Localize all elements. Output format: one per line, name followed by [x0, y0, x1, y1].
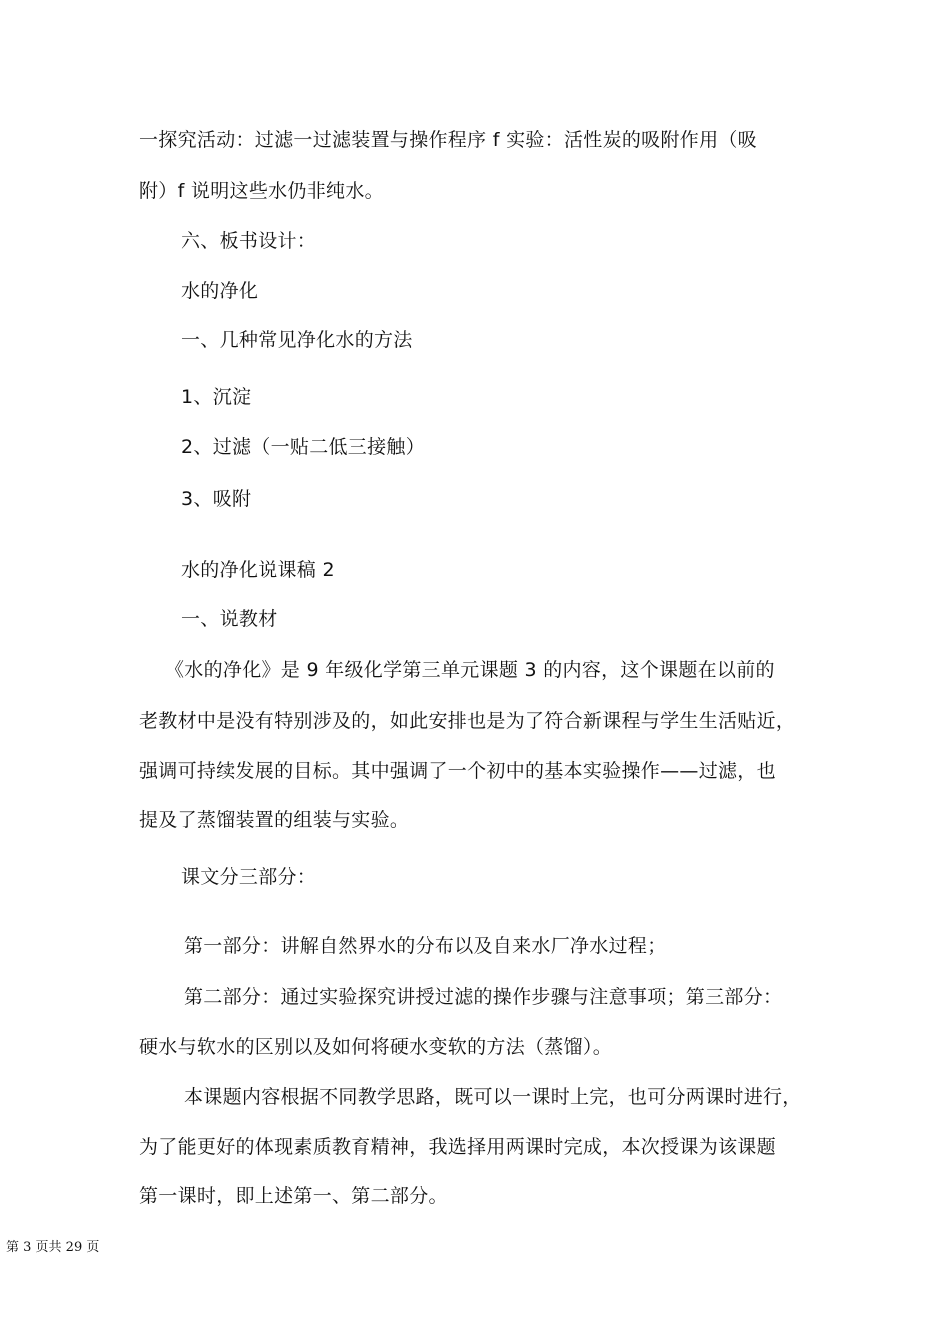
body-text-line: 第二部分：通过实验探究讲授过滤的操作步骤与注意事项；第三部分： [184, 986, 783, 1008]
body-text-line: 老教材中是没有特别涉及的，如此安排也是为了符合新课程与学生生活贴近， [139, 710, 796, 732]
body-text-line: 第一课时，即上述第一、第二部分。 [139, 1185, 448, 1207]
body-text-line: 为了能更好的体现素质教育精神，我选择用两课时完成，本次授课为该课题 [139, 1136, 776, 1158]
body-text-line: 附）f 说明这些水仍非纯水。 [139, 180, 384, 202]
body-text-line: 课文分三部分： [181, 866, 317, 888]
body-text-line: 强调可持续发展的目标。其中强调了一个初中的基本实验操作——过滤，也 [139, 760, 776, 782]
board-subheading: 一、几种常见净化水的方法 [181, 329, 413, 351]
list-item: 2、过滤（一贴二低三接触） [181, 436, 425, 458]
section-heading: 六、板书设计： [181, 230, 317, 252]
body-text-line: 本课题内容根据不同教学思路，既可以一课时上完，也可分两课时进行， [184, 1086, 802, 1108]
body-text-line: 硬水与软水的区别以及如何将硬水变软的方法（蒸馏）。 [139, 1036, 613, 1058]
document-title: 水的净化说课稿 2 [181, 559, 335, 581]
list-item: 3、吸附 [181, 488, 252, 510]
section-heading: 一、说教材 [181, 608, 278, 630]
body-text-line: 《水的净化》是 9 年级化学第三单元课题 3 的内容，这个课题在以前的 [165, 659, 775, 681]
board-title: 水的净化 [181, 280, 259, 302]
body-text-line: 一探究活动：过滤一过滤装置与操作程序 f 实验：活性炭的吸附作用（吸 [139, 129, 757, 151]
body-text-line: 提及了蒸馏装置的组装与实验。 [139, 809, 410, 831]
page-number-footer: 第 3 页共 29 页 [6, 1240, 100, 1255]
list-item: 1、沉淀 [181, 386, 252, 408]
body-text-line: 第一部分：讲解自然界水的分布以及自来水厂净水过程； [184, 935, 667, 957]
